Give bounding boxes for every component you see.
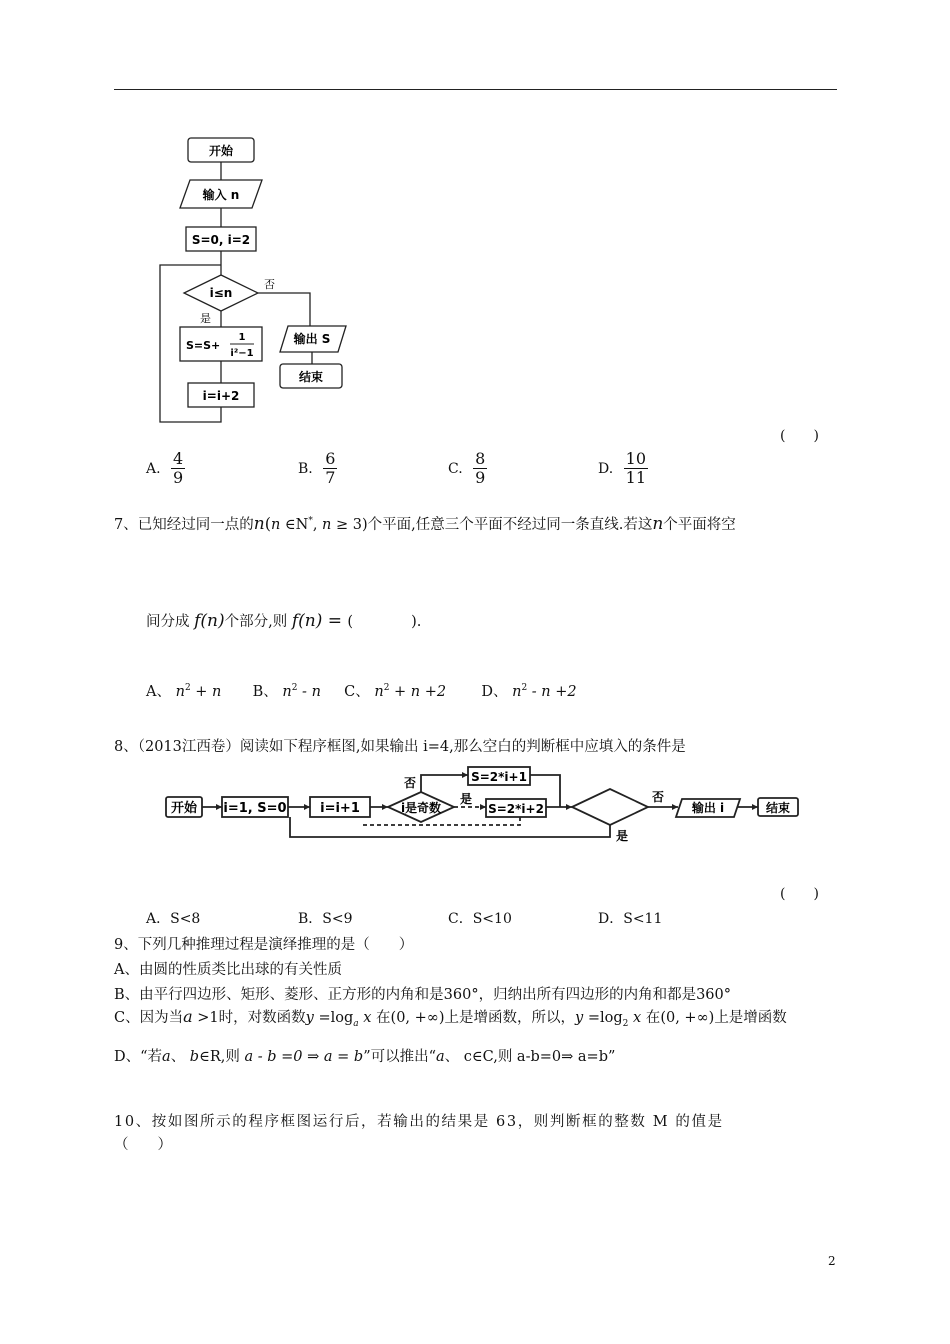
q8-yes-bottom: 是 bbox=[616, 829, 629, 843]
q9-option-d: D、“若a、 b∈R,则 a - b =0 ⇒ a = b”可以推出“a、 c∈C,则 a-b=0⇒ a=b” bbox=[114, 1049, 616, 1065]
q6-choice-d: D. $\frac{10}{11}$ bbox=[598, 449, 646, 488]
q6-update-num: 1 bbox=[238, 332, 246, 343]
q6-start-text: 开始 bbox=[208, 144, 234, 158]
q9-title: 9、下列几种推理过程是演绎推理的是（ ） bbox=[114, 937, 414, 953]
q9-option-b: B、由平行四边形、矩形、菱形、正方形的内角和是360°，归纳出所有四边形的内角和都是360° bbox=[114, 987, 732, 1003]
q6-input-text: 输入 n bbox=[202, 188, 240, 202]
q6-choice-b: B. $\frac{6}{7}$ bbox=[298, 449, 336, 488]
q6-update-left: S=S+ bbox=[186, 339, 221, 352]
q9-option-c: C、因为当a >1时，对数函数$y =\log_a$ x 在(0, +∞)上是增函数，所以，$y =\log_2$ x 在(0, +∞)上是增函数 bbox=[114, 1007, 787, 1029]
q6-choice-c: C. $\frac{8}{9}$ bbox=[448, 449, 486, 488]
q8-text: 8、（2013江西卷）阅读如下程序框图,如果输出 i=4,那么空白的判断框中应填入的条件是 bbox=[114, 739, 686, 755]
q8-flowchart bbox=[160, 765, 805, 845]
q8-yes-mid: 是 bbox=[460, 792, 473, 806]
q8-start-text: 开始 bbox=[170, 801, 198, 816]
q10-line1: 10、按如图所示的程序框图运行后，若输出的结果是 63，则判断框的整数 M 的值是 bbox=[114, 1114, 724, 1130]
q7-choices bbox=[146, 680, 577, 701]
q7-choice-c: C、 $n^2 + n +2$ bbox=[344, 683, 447, 700]
q6-choice-a: A. $\frac{4}{9}$ bbox=[146, 449, 184, 488]
q8-choice-b: B．S<9 bbox=[298, 911, 353, 927]
q6-incr-text: i=i+2 bbox=[202, 389, 240, 403]
q8-choice-d: D．S<11 bbox=[598, 911, 663, 927]
q8-incr-text: i=i+1 bbox=[320, 801, 360, 816]
q6-update-den: i²−1 bbox=[230, 348, 254, 359]
q6-output-text: 输出 S bbox=[293, 332, 331, 346]
page-number: 2 bbox=[828, 1254, 836, 1268]
q7-choice-b: B、 $n^2$ - n bbox=[252, 683, 321, 700]
q10-line2: （ ） bbox=[114, 1137, 172, 1153]
q8-bot-box-text: S=2*i+2 bbox=[488, 802, 544, 816]
q6-answer-paren: ( ) bbox=[780, 428, 819, 444]
q6-init-text: S=0, i=2 bbox=[191, 233, 251, 247]
q8-choice-c: C．S<10 bbox=[448, 911, 512, 927]
q6-yes-label: 是 bbox=[200, 312, 211, 325]
q7-choice-d: D、 $n^2 - n +2$ bbox=[481, 683, 577, 700]
q6-cond-text: i≤n bbox=[209, 286, 233, 300]
q8-cond2-diamond bbox=[572, 789, 648, 825]
q8-end-text: 结束 bbox=[765, 801, 791, 815]
q7-line2: 间分成 f(n)个部分,则 f(n) = ( ). bbox=[146, 611, 422, 631]
q7-choice-a: A、 $n^2 + n$ bbox=[146, 683, 222, 700]
q8-init-text: i=1, S=0 bbox=[223, 801, 287, 816]
q8-cond-text: i是奇数 bbox=[400, 801, 442, 815]
q8-output-text: 输出 i bbox=[691, 801, 725, 815]
q8-no-top: 否 bbox=[404, 776, 417, 790]
q6-flowchart bbox=[150, 130, 360, 430]
q6-no-label: 否 bbox=[264, 278, 275, 291]
q8-choice-a: A．S<8 bbox=[146, 911, 201, 927]
q7-line1: 7、已知经过同一点的n(n ∈N*, n ≥ 3)个平面,任意三个平面不经过同一条直线.若这n个平面将空 bbox=[114, 514, 736, 534]
q8-no-right: 否 bbox=[652, 790, 665, 804]
q9-option-a: A、由圆的性质类比出球的有关性质 bbox=[114, 962, 342, 978]
q6-end-text: 结束 bbox=[298, 370, 324, 384]
q8-top-box-text: S=2*i+1 bbox=[471, 770, 527, 784]
header-rule bbox=[114, 89, 837, 90]
q8-answer-paren: ( ) bbox=[780, 886, 819, 902]
